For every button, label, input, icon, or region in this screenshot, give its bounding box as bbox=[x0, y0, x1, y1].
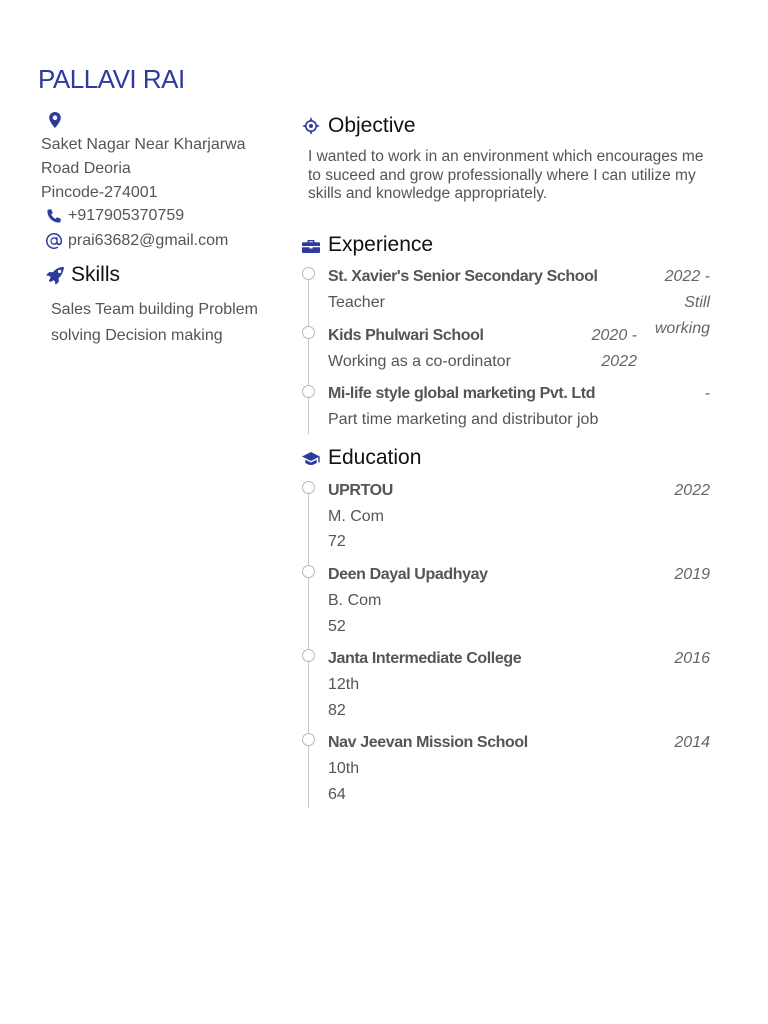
education-degree-3: 12th bbox=[328, 676, 360, 693]
crosshair-icon bbox=[302, 117, 320, 135]
candidate-name: PALLAVI RAI bbox=[38, 64, 185, 94]
education-year-1: 2022 bbox=[674, 482, 710, 499]
education-score-1: 72 bbox=[328, 533, 346, 550]
rocket-icon bbox=[45, 266, 65, 286]
education-school-3: Janta Intermediate College bbox=[328, 650, 522, 667]
phone-number: +917905370759 bbox=[68, 207, 185, 224]
education-school-1: UPRTOU bbox=[328, 482, 393, 499]
address-line-2: Road Deoria bbox=[41, 160, 131, 177]
education-degree-2: B. Com bbox=[328, 592, 382, 609]
timeline-dot bbox=[302, 649, 315, 662]
skills-list: Sales Team building Problem solving Decision making bbox=[51, 301, 258, 344]
timeline-dot bbox=[302, 733, 315, 746]
education-year-4: 2014 bbox=[674, 734, 710, 751]
map-pin-icon bbox=[48, 112, 62, 130]
experience-role-2: Working as a co-ordinator bbox=[328, 353, 511, 370]
timeline-dot bbox=[302, 385, 315, 398]
experience-date-1a: 2022 - bbox=[664, 268, 710, 285]
education-school-2: Deen Dayal Upadhyay bbox=[328, 566, 488, 583]
email-address: prai63682@gmail.com bbox=[68, 232, 229, 249]
timeline-dot bbox=[302, 565, 315, 578]
timeline-dot bbox=[302, 267, 315, 280]
experience-date-1c: working bbox=[654, 320, 710, 337]
education-degree-1: M. Com bbox=[328, 508, 384, 525]
experience-org-3: Mi-life style global marketing Pvt. Ltd bbox=[328, 385, 596, 402]
education-timeline bbox=[308, 488, 309, 808]
experience-date-2a: 2020 - bbox=[591, 327, 637, 344]
phone-icon bbox=[45, 208, 63, 226]
objective-text: I wanted to work in an environment which encourages me to suceed and grow professionally where I can utilize my skills and knowledge appropriately. bbox=[308, 148, 704, 202]
at-sign-icon bbox=[45, 232, 63, 250]
experience-date-2b: 2022 bbox=[601, 353, 637, 370]
education-year-3: 2016 bbox=[674, 650, 710, 667]
graduation-cap-icon bbox=[302, 450, 320, 468]
experience-timeline bbox=[308, 274, 309, 434]
education-school-4: Nav Jeevan Mission School bbox=[328, 734, 528, 751]
objective-heading: Objective bbox=[328, 114, 416, 137]
timeline-dot bbox=[302, 326, 315, 339]
education-heading: Education bbox=[328, 446, 422, 469]
experience-org-1: St. Xavier's Senior Secondary School bbox=[328, 268, 598, 285]
timeline-dot bbox=[302, 481, 315, 494]
experience-date-1b: Still bbox=[684, 294, 710, 311]
education-score-3: 82 bbox=[328, 702, 346, 719]
education-score-4: 64 bbox=[328, 786, 346, 803]
experience-org-2: Kids Phulwari School bbox=[328, 327, 484, 344]
briefcase-icon bbox=[302, 237, 320, 255]
skills-heading: Skills bbox=[71, 263, 121, 286]
experience-role-1: Teacher bbox=[328, 294, 385, 311]
experience-role-3: Part time marketing and distributor job bbox=[328, 411, 599, 428]
experience-heading: Experience bbox=[328, 233, 434, 256]
address-line-1: Saket Nagar Near Kharjarwa bbox=[41, 136, 246, 153]
education-score-2: 52 bbox=[328, 618, 346, 635]
experience-date-3: - bbox=[704, 385, 710, 402]
education-year-2: 2019 bbox=[674, 566, 710, 583]
education-degree-4: 10th bbox=[328, 760, 360, 777]
address-line-3: Pincode-274001 bbox=[41, 184, 158, 201]
